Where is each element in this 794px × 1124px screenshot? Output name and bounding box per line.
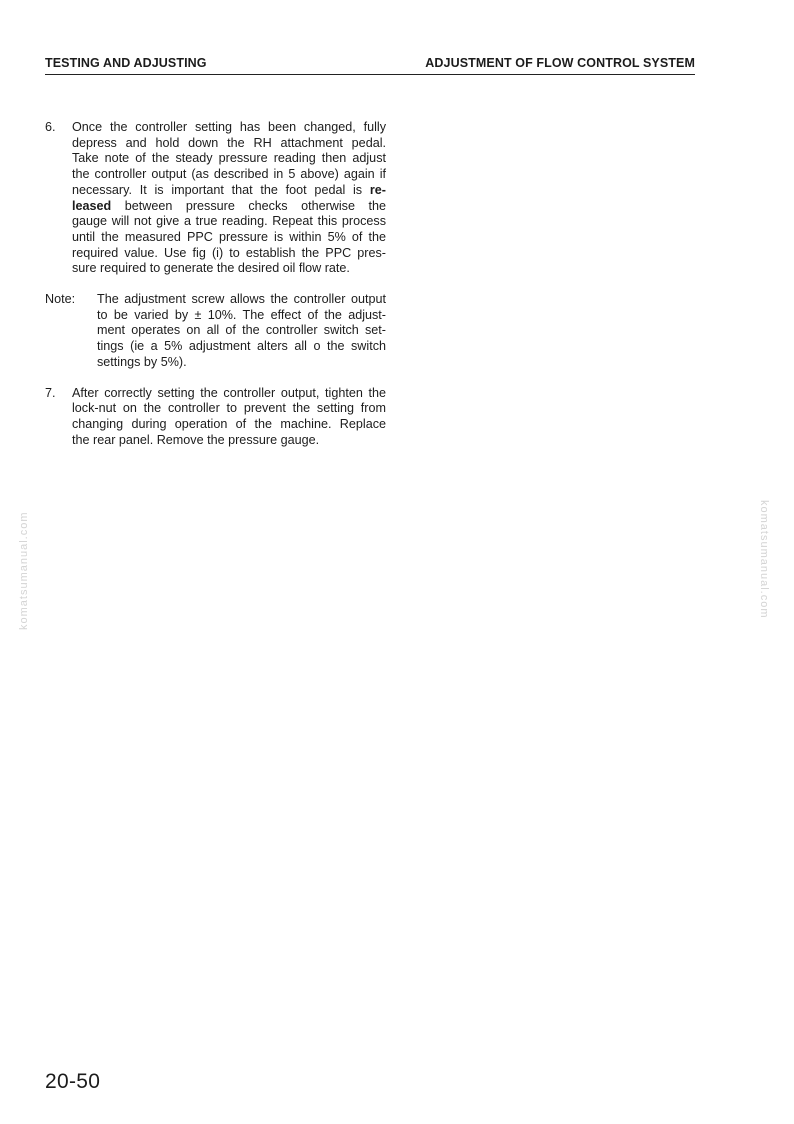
subsection-title: ADJUSTMENT OF FLOW CONTROL SYSTEM bbox=[425, 56, 695, 70]
text-line: tings (ie a 5% adjustment alters all o the switch bbox=[97, 339, 386, 354]
text-line: settings by 5%). bbox=[97, 354, 187, 369]
bold-text: leased bbox=[72, 198, 112, 213]
text-line: Once the controller setting has been changed, fully bbox=[72, 120, 386, 134]
text-line: changing during operation of the machine. Replace bbox=[72, 416, 386, 431]
text-line: The adjustment screw allows the controller output bbox=[97, 292, 386, 307]
bold-text: re- bbox=[369, 182, 386, 197]
step-number: 6. bbox=[45, 120, 56, 134]
body-text bbox=[45, 120, 386, 463]
text-line: Take note of the steady pressure reading then adjust bbox=[72, 151, 386, 166]
text-segment: necessary. It is important that the foot pedal is bbox=[72, 182, 370, 197]
text-line: until the measured PPC pressure is within 5% of the bbox=[72, 229, 386, 244]
text-line: ment operates on all of the controller switch set- bbox=[97, 323, 386, 338]
step-number: 7. bbox=[45, 385, 56, 400]
text-line: After correctly setting the controller output, tighten the bbox=[72, 385, 386, 400]
text-line bbox=[72, 199, 386, 215]
watermark-right: komatsumanual.com bbox=[758, 500, 770, 619]
page-number: 20-50 bbox=[45, 1070, 101, 1093]
step-6 bbox=[45, 120, 386, 277]
text-line: the rear panel. Remove the pressure gauge. bbox=[72, 432, 320, 447]
page-header bbox=[45, 56, 695, 75]
step-7 bbox=[45, 386, 386, 449]
text-segment: between pressure checks otherwise the bbox=[111, 198, 386, 213]
section-title: TESTING AND ADJUSTING bbox=[45, 56, 207, 70]
text-line: the controller output (as described in 5 above) again if bbox=[72, 167, 386, 182]
watermark-left: komatsumanual.com bbox=[18, 511, 30, 630]
text-line bbox=[72, 183, 386, 199]
text-line: sure required to generate the desired oil flow rate. bbox=[72, 261, 350, 276]
text-line: gauge will not give a true reading. Repeat this process bbox=[72, 214, 386, 229]
text-line: to be varied by ± 10%. The effect of the adjust- bbox=[97, 307, 386, 322]
note-label: Note: bbox=[45, 292, 76, 307]
note bbox=[45, 292, 386, 371]
text-line: lock-nut on the controller to prevent the setting from bbox=[72, 401, 386, 416]
text-line: required value. Use fig (i) to establish the PPC pres- bbox=[72, 245, 386, 260]
text-line: depress and hold down the RH attachment pedal. bbox=[72, 135, 386, 150]
